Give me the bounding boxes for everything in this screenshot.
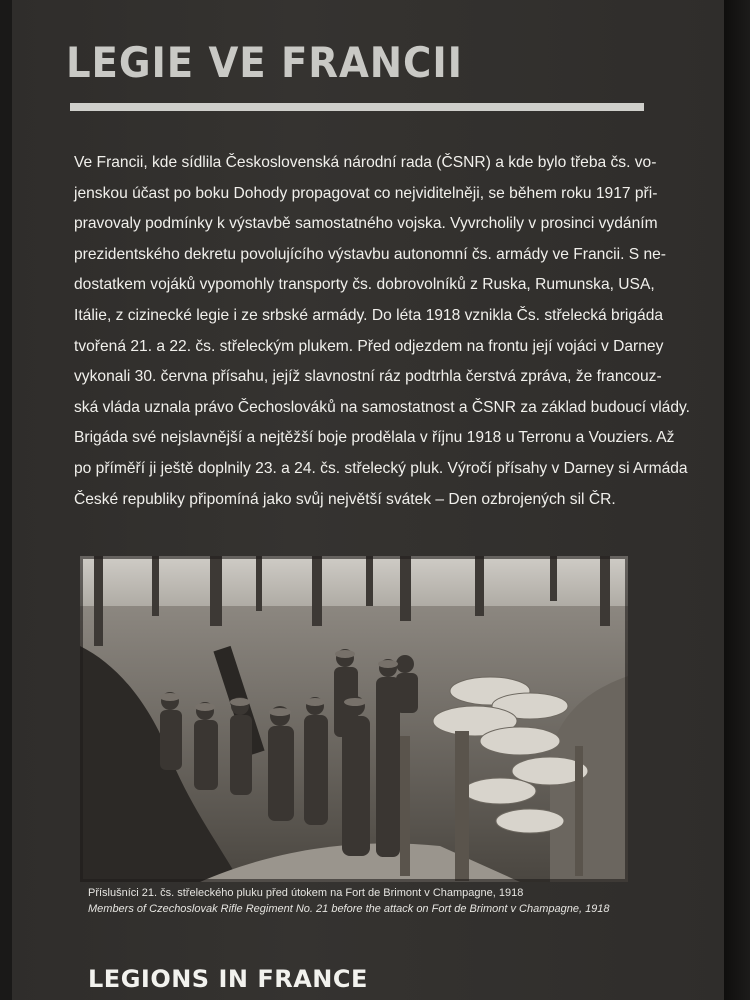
historical-photo	[80, 556, 628, 882]
body-line: Itálie, z cizinecké legie i ze srbské armády. Do léta 1918 vznikla Čs. střelecká brigáda	[74, 306, 664, 324]
body-line: prezidentského dekretu povolujícího výstavbu autonomní čs. armády ve Francii. S ne-	[74, 245, 666, 263]
body-line: jenskou účast po boku Dohody propagovat co nejviditelněji, se během roku 1917 při-	[74, 184, 658, 202]
panel-edge	[724, 0, 750, 1000]
english-title: LEGIONS IN FRANCE	[88, 965, 368, 993]
body-line: vykonali 30. června přísahu, jejíž slavnostní ráz podtrhla čerstvá zpráva, že francouz-	[74, 368, 662, 386]
body-line: tvořená 21. a 22. čs. střeleckým plukem. Před odjezdem na frontu její vojáci v Darney	[74, 337, 664, 355]
body-line: pravovaly podmínky k výstavbě samostatného vojska. Vyvrcholily v prosinci vydáním	[74, 215, 658, 233]
caption-english: Members of Czechoslovak Rifle Regiment No. 21 before the attack on Fort de Brimont v Champagne, 1918	[88, 903, 610, 915]
body-line: ská vláda uznala právo Čechoslováků na samostatnost a ČSNR za základ budoucí vlády.	[74, 398, 690, 416]
title-rule	[70, 103, 644, 111]
body-line: dostatkem vojáků vypomohly transporty čs. dobrovolníků z Ruska, Rumunska, USA,	[74, 276, 655, 294]
photo-caption	[88, 885, 688, 917]
body-line: po příměří ji ještě doplnily 23. a 24. čs. střelecký pluk. Výročí přísahy v Darney si Armáda	[74, 459, 688, 477]
body-line: Ve Francii, kde sídlila Československá národní rada (ČSNR) a kde bylo třeba čs. vo-	[74, 154, 657, 171]
body-line: Brigáda své nejslavnější a nejtěžší boje prodělala v říjnu 1918 u Terronu a Vouziers. Až	[74, 429, 675, 447]
caption-czech: Příslušníci 21. čs. střeleckého pluku před útokem na Fort de Brimont v Champagne, 1918	[88, 887, 524, 899]
body-paragraph	[74, 148, 690, 515]
page-title: LEGIE VE FRANCII	[66, 38, 463, 87]
body-line: České republiky připomíná jako svůj největší svátek – Den ozbrojených sil ČR.	[74, 490, 616, 508]
